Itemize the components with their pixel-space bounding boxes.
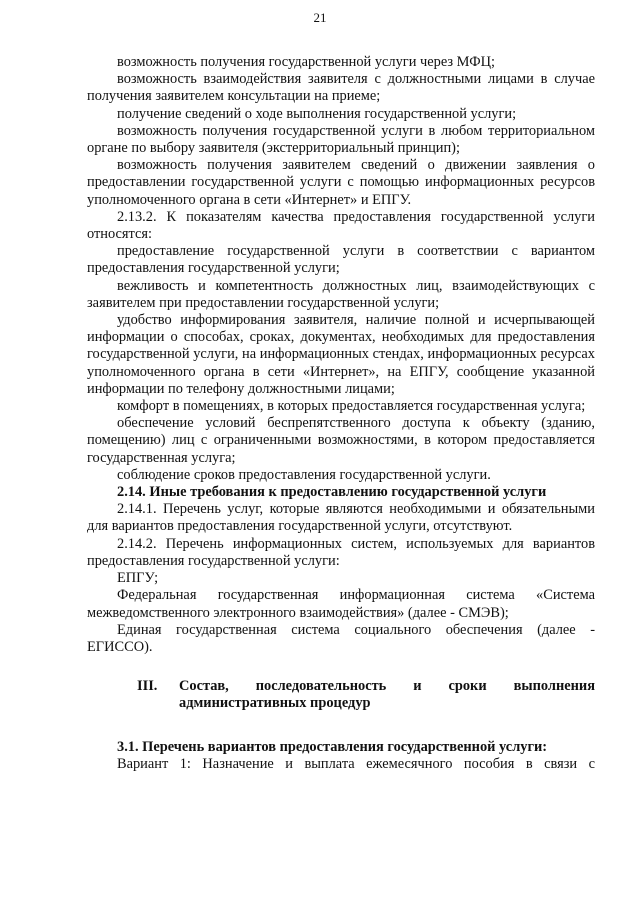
paragraph: 2.14.2. Перечень информационных систем, используемых для вариантов предоставления государственной услуги: xyxy=(87,535,595,569)
paragraph: возможность взаимодействия заявителя с должностными лицами в случае получения заявителем консультации на приеме; xyxy=(87,71,595,105)
section-title-line1: Состав, последовательность и сроки выполнения xyxy=(179,678,595,695)
section-number: III. xyxy=(137,678,158,695)
paragraph: комфорт в помещениях, в которых предоставляется государственная услуга; xyxy=(117,398,586,415)
paragraph: соблюдение сроков предоставления государственной услуги. xyxy=(117,466,491,483)
page-number: 21 xyxy=(313,10,327,25)
page-content xyxy=(87,54,595,773)
paragraph: удобство информирования заявителя, наличие полной и исчерпывающей информации о способах, сроках, документах, необходимых для предоставления государственной услуги, на информационных стендах, информационных ресурсах уполномоченного органа в сети «Интернет», на ЕПГУ, сообщение указанной информации по телефону должностными лицами; xyxy=(87,312,595,397)
paragraph: вежливость и компетентность должностных лиц, взаимодействующих с заявителем при предоставлении государственной услуги; xyxy=(87,277,595,311)
paragraph: обеспечение условий беспрепятственного доступа к объекту (зданию, помещению) лиц с ограниченными возможностями, в котором предоставляется государственная услуга; xyxy=(87,415,595,466)
subsection-heading-3-1: 3.1. Перечень вариантов предоставления государственной услуги: xyxy=(117,738,548,755)
paragraph: возможность получения государственной услуги через МФЦ; xyxy=(117,54,496,70)
paragraph: Единая государственная система социального обеспечения (далее - ЕГИССО). xyxy=(87,621,595,655)
paragraph: ЕПГУ; xyxy=(117,570,159,587)
paragraph: возможность получения государственной услуги в любом территориальном органе по выбору заявителя (экстерриториальный принцип); xyxy=(87,122,595,157)
section-title-line2: административных процедур xyxy=(179,695,371,712)
paragraph: предоставление государственной услуги в соответствии с вариантом предоставления государственной услуги; xyxy=(87,243,595,277)
section-heading xyxy=(87,678,595,695)
paragraph: 2.14.1. Перечень услуг, которые являются необходимыми и обязательными для вариантов предоставления государственной услуги, отсутствуют. xyxy=(87,501,595,535)
paragraph: Федеральная государственная информационная система «Система межведомственного электронного взаимодействия» (далее - СМЭВ); xyxy=(87,587,595,621)
paragraph: получение сведений о ходе выполнения государственной услуги; xyxy=(117,105,517,122)
subsection-heading-2-14: 2.14. Иные требования к предоставлению государственной услуги xyxy=(117,484,547,501)
paragraph: возможность получения заявителем сведений о движении заявления о предоставлении государственной услуги с помощью информационных ресурсов уполномоченного органа в сети «Интернет» и ЕПГУ. xyxy=(87,157,595,208)
paragraph: Вариант 1: Назначение и выплата ежемесячного пособия в связи с xyxy=(117,755,595,772)
paragraph: 2.13.2. К показателям качества предоставления государственной услуги относятся: xyxy=(87,208,595,243)
